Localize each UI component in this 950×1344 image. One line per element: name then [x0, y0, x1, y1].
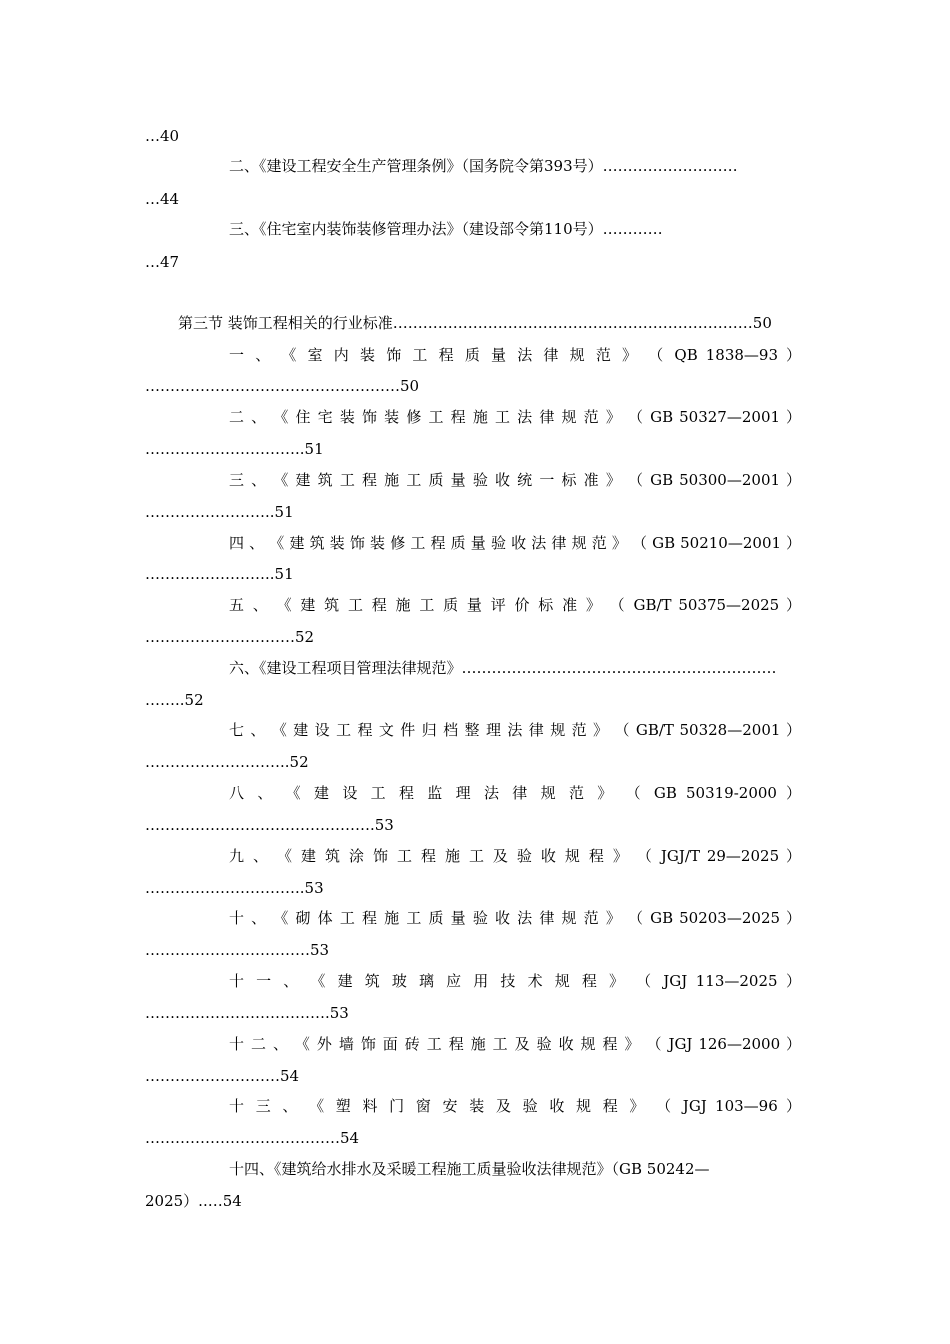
- toc-entry: 四 、 《 建 筑 装 饰 装 修 工 程 质 量 验 收 法 律 规 范 》 （ GB 50210—2001 ）: [229, 534, 801, 552]
- toc-page-number-line: …………………………..51: [145, 440, 324, 458]
- toc-page-number-line: ………………………54: [145, 1067, 300, 1085]
- toc-entry: 六、《建设工程项目管理法律规范》………………………………………………………: [229, 659, 777, 677]
- toc-page-number-line: …………………………………54: [145, 1129, 360, 1147]
- toc-page-number-line: …47: [145, 253, 180, 271]
- toc-entry: 十 、 《 砌 体 工 程 施 工 质 量 验 收 法 律 规 范 》 （ GB 50203—2025 ）: [229, 909, 801, 927]
- toc-page-number-line: 2025）..…54: [145, 1192, 242, 1210]
- toc-entry: 一 、 《 室 内 装 饰 工 程 质 量 法 律 规 范 》 （ QB 1838—93 ）: [229, 346, 801, 364]
- toc-entry: 七 、 《 建 设 工 程 文 件 归 档 整 理 法 律 规 范 》 （ GB/T 50328—2001 ）: [229, 721, 801, 739]
- toc-entry: 十四、《建筑给水排水及采暖工程施工质量验收法律规范》（GB 50242—: [229, 1160, 710, 1178]
- toc-page-number-line: ……………………………………….53: [145, 816, 394, 834]
- toc-page-number-line: …………………………..53: [145, 879, 324, 897]
- toc-page-number-line: ……..52: [145, 691, 204, 709]
- toc-entry: 九 、 《 建 筑 涂 饰 工 程 施 工 及 验 收 规 程 》 （ JGJ/T 29—2025 ）: [229, 847, 801, 865]
- toc-entry: 三、《住宅室内装饰装修管理办法》（建设部令第110号）…………: [229, 220, 663, 238]
- toc-page-number-line: ……………………..51: [145, 503, 294, 521]
- toc-entry: 二 、 《 住 宅 装 饰 装 修 工 程 施 工 法 律 规 范 》 （ GB 50327—2001 ）: [229, 408, 801, 426]
- toc-page-number-line: ……………………………53: [145, 941, 330, 959]
- toc-page-number-line: …………………………52: [145, 628, 315, 646]
- toc-entry: 十 一 、 《 建 筑 玻 璃 应 用 技 术 规 程 》 （ JGJ 113—2025 ）: [229, 972, 801, 990]
- toc-page-number-line: ……………………..51: [145, 565, 294, 583]
- toc-entry: 十 二 、 《 外 墙 饰 面 砖 工 程 施 工 及 验 收 规 程 》 （ JGJ 126—2000 ）: [229, 1035, 801, 1053]
- toc-page-number-line: …44: [145, 190, 180, 208]
- toc-section-heading: 第三节 装饰工程相关的行业标准………………………………………………………………50: [178, 314, 772, 332]
- toc-entry: 二、《建设工程安全生产管理条例》（国务院令第393号）………………………: [229, 157, 738, 175]
- toc-page-number-line: ……………………………….53: [145, 1004, 349, 1022]
- toc-page-number-line: …40: [145, 127, 180, 145]
- toc-entry: 八 、 《 建 设 工 程 监 理 法 律 规 范 》 （ GB 50319-2000 ）: [229, 784, 801, 802]
- toc-entry: 五 、 《 建 筑 工 程 施 工 质 量 评 价 标 准 》 （ GB/T 50375—2025 ）: [229, 596, 801, 614]
- toc-page-number-line: ………………………..52: [145, 753, 309, 771]
- toc-page-number-line: ……………………………………………50: [145, 377, 420, 395]
- toc-entry: 十 三 、 《 塑 料 门 窗 安 装 及 验 收 规 程 》 （ JGJ 103—96 ）: [229, 1097, 801, 1115]
- toc-entry: 三 、 《 建 筑 工 程 施 工 质 量 验 收 统 一 标 准 》 （ GB 50300—2001 ）: [229, 471, 801, 489]
